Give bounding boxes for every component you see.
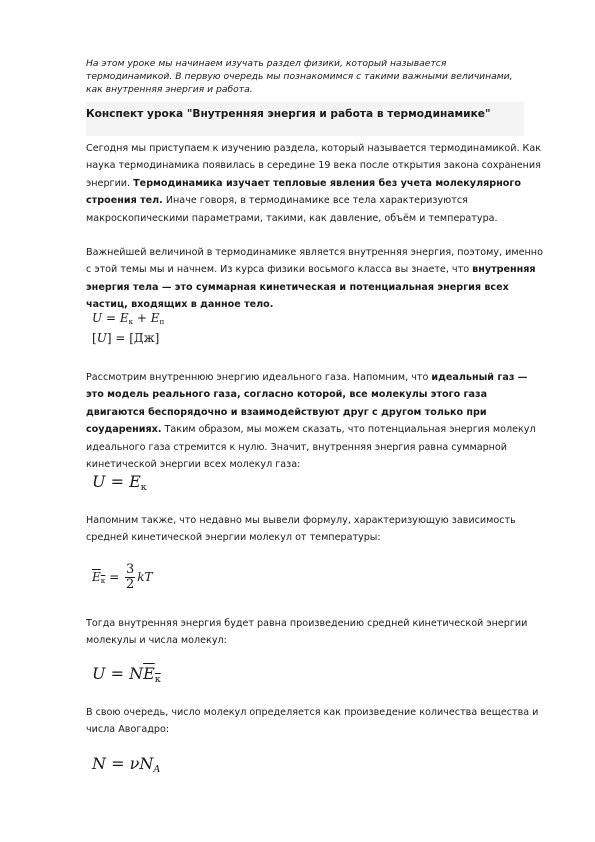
paragraph-avogadro (86, 704, 546, 739)
formula-u-equals-n-ek (92, 664, 161, 685)
f2-unit: [Дж] (129, 331, 160, 345)
f6-na: N (139, 754, 154, 773)
p3-text-1: Рассмотрим внутреннюю энергию идеального газа. Напомним, что (86, 372, 432, 383)
paragraph-internal-energy (86, 244, 546, 314)
f4-e-bar (92, 570, 105, 584)
f3-eq: = (105, 472, 130, 491)
f2-eq: = (111, 331, 130, 345)
f3-e: E (129, 472, 141, 491)
p2-text-1: Важнейшей величиной в термодинамике является внутренняя энергия, поэтому, именно с этой темы мы и начнем. Из курса физики восьмого класса вы знаете, что (86, 247, 543, 276)
formula-unit (92, 331, 159, 345)
f4-kt: kT (137, 570, 153, 584)
f6-n: N (92, 754, 106, 773)
f1-eq: = (102, 311, 120, 325)
f6-eq: = (106, 754, 130, 773)
intro-text: На этом уроке мы начинаем изучать раздел физики, который называется термодинамикой. В первую очередь мы познакомимся с такими важными величинами, как внутренняя энергия и работа. (86, 58, 513, 95)
f4-sub-k: к (100, 576, 106, 586)
formula-u-equals-ek (92, 472, 147, 493)
f3-sub-k: к (140, 481, 147, 493)
lesson-title: Конспект урока "Внутренняя энергия и работа в термодинамике" (86, 108, 491, 120)
f4-eq: = (105, 570, 123, 584)
p6-text: В свою очередь, число молекул определяется как произведение количества вещества и числа Авогадро: (86, 707, 539, 736)
p2-bold-definition: внутренняя энергия тела — это суммарная кинетическая и потенциальная энергия всех частиц, входящих в данное тело. (86, 264, 536, 311)
paragraph-thermodynamics (86, 140, 546, 227)
f5-e-bar (143, 664, 161, 683)
f5-n: N (129, 664, 144, 683)
f1-e2: E (150, 311, 160, 325)
formula-internal-energy-sum (92, 311, 164, 326)
formula-n-equals-nu-na (92, 754, 160, 775)
p4-text: Напомним также, что недавно мы вывели формулу, характеризующую зависимость средней кинетической энергии молекул от температуры: (86, 515, 516, 544)
f2-rb: ] (106, 331, 112, 345)
paragraph-energy-product (86, 615, 546, 650)
p1-text-2: Иначе говоря, в термодинамике все тела характеризуются макроскопическими параметрами, такими, как давление, объём и температура. (86, 195, 498, 224)
f1-sub-k: к (128, 317, 134, 327)
p3-text-2: Таким образом, мы можем сказать, что потенциальная энергия молекул идеального газа стремится к нулю. Значит, внутренняя энергия равна суммарной кинетической энергии всех молекул газа: (86, 424, 536, 471)
f6-nu: ν (129, 754, 140, 773)
paragraph-kinetic-temperature (86, 512, 546, 547)
f5-sub-k: к (154, 673, 161, 685)
f4-den: 2 (125, 577, 135, 592)
paragraph-ideal-gas (86, 369, 546, 473)
f2-lb: [ (92, 331, 97, 345)
f3-u: U (92, 472, 106, 491)
p1-text-1: Сегодня мы приступаем к изучению раздела, который называется термодинамикой. Как наука термодинамика появилась в середине 19 века после открытия закона сохранения энергии. (86, 143, 542, 189)
f4-e: E (92, 570, 101, 584)
f6-sub-a: A (153, 763, 161, 775)
f5-eq: = (105, 664, 130, 683)
f1-plus: + (133, 311, 151, 325)
p5-text: Тогда внутренняя энергия будет равна произведению средней кинетической энергии молекулы и числа молекул: (86, 618, 528, 647)
f4-fraction (125, 563, 135, 592)
p3-bold-definition: идеальный газ — это модель реального газа, согласно которой, все молекулы этого газа двигаются беспорядочно и взаимодействуют друг с другом только при соударениях. (86, 372, 528, 436)
f5-e: E (143, 664, 155, 683)
f2-u: U (96, 331, 107, 345)
formula-mean-kinetic-energy (92, 563, 153, 592)
f5-u: U (92, 664, 106, 683)
f1-u: U (92, 311, 103, 325)
f4-num: 3 (125, 562, 135, 577)
p1-bold-definition: Термодинамика изучает тепловые явления без учета молекулярного строения тел. (86, 177, 521, 207)
f1-sub-p: п (159, 317, 165, 327)
f1-e1: E (119, 311, 129, 325)
